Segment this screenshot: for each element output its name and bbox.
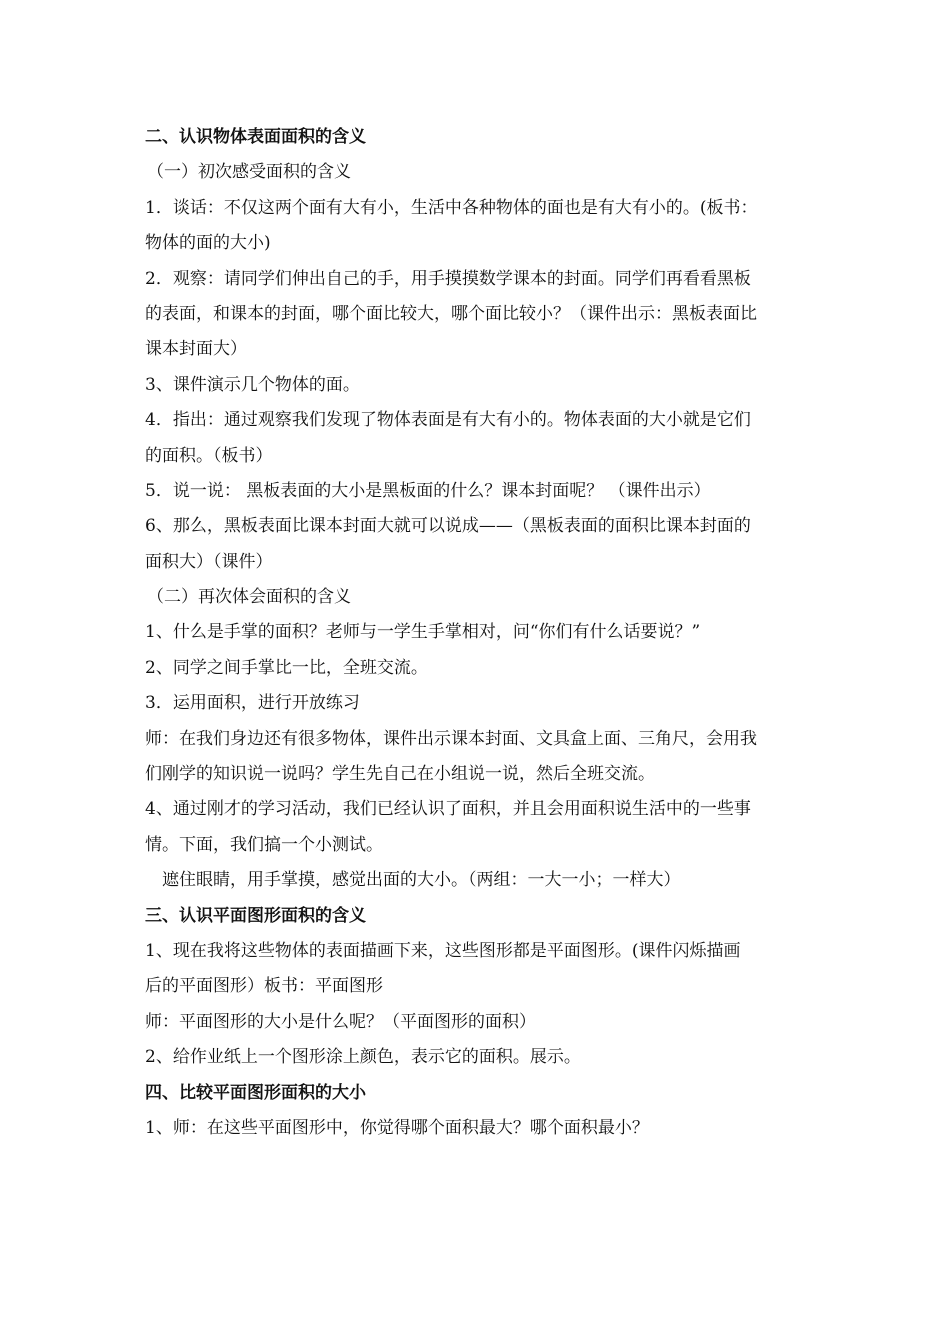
paragraph-line: 5．说一说： 黑板表面的大小是黑板面的什么？课本封面呢？ （课件出示） bbox=[145, 480, 711, 501]
paragraph-line: 们刚学的知识说一说吗？学生先自己在小组说一说，然后全班交流。 bbox=[145, 764, 655, 785]
paragraph-line: 2、给作业纸上一个图形涂上颜色，表示它的面积。展示。 bbox=[145, 1047, 581, 1068]
paragraph-line: 2．观察：请同学们伸出自己的手，用手摸摸数学课本的封面。同学们再看看黑板 bbox=[145, 268, 751, 289]
paragraph-line: 1、师：在这些平面图形中，你觉得哪个面积最大？哪个面积最小？ bbox=[145, 1117, 649, 1138]
paragraph-line: 的表面，和课本的封面，哪个面比较大，哪个面比较小？（课件出示：黑板表面比 bbox=[145, 303, 757, 324]
paragraph-line: 3、课件演示几个物体的面。 bbox=[145, 374, 360, 395]
section-heading: 三、认识平面图形面积的含义 bbox=[145, 905, 366, 926]
section-heading: 四、比较平面图形面积的大小 bbox=[145, 1082, 366, 1103]
subsection-heading: （一）初次感受面积的含义 bbox=[147, 162, 351, 183]
section-heading: 二、认识物体表面面积的含义 bbox=[145, 127, 366, 147]
paragraph-line: 面积大）（课件） bbox=[145, 551, 273, 572]
paragraph-line: 1、现在我将这些物体的表面描画下来，这些图形都是平面图形。(课件闪烁描画 bbox=[145, 940, 741, 961]
paragraph-line: 1．谈话：不仅这两个面有大有小，生活中各种物体的面也是有大有小的。(板书： bbox=[145, 197, 758, 218]
subsection-heading: （二）再次体会面积的含义 bbox=[147, 587, 351, 608]
paragraph-line: 情。下面，我们搞一个小测试。 bbox=[145, 834, 383, 855]
paragraph-line: 课本封面大） bbox=[145, 339, 247, 360]
paragraph-line: 师：平面图形的大小是什么呢？（平面图形的面积） bbox=[145, 1011, 536, 1032]
paragraph-line: 2、同学之间手掌比一比，全班交流。 bbox=[145, 657, 428, 678]
paragraph-line: 的面积。（板书） bbox=[145, 445, 273, 466]
paragraph-line: 师：在我们身边还有很多物体，课件出示课本封面、文具盒上面、三角尺，会用我 bbox=[145, 728, 757, 749]
paragraph-line: 4．指出：通过观察我们发现了物体表面是有大有小的。物体表面的大小就是它们 bbox=[145, 410, 751, 431]
indented-paragraph-line: 遮住眼睛，用手掌摸，感觉出面的大小。（两组：一大一小；一样大） bbox=[162, 870, 681, 891]
paragraph-line: 1、什么是手掌的面积？老师与一学生手掌相对，问“你们有什么话要说？” bbox=[145, 622, 701, 643]
paragraph-line: 4、通过刚才的学习活动，我们已经认识了面积，并且会用面积说生活中的一些事 bbox=[145, 799, 751, 820]
document-body bbox=[145, 120, 815, 1146]
paragraph-line: 物体的面的大小) bbox=[145, 233, 271, 254]
paragraph-line: 6、那么，黑板表面比课本封面大就可以说成——（黑板表面的面积比课本封面的 bbox=[145, 516, 751, 537]
paragraph-line: 3．运用面积，进行开放练习 bbox=[145, 693, 360, 714]
paragraph-line: 后的平面图形）板书：平面图形 bbox=[145, 976, 383, 997]
